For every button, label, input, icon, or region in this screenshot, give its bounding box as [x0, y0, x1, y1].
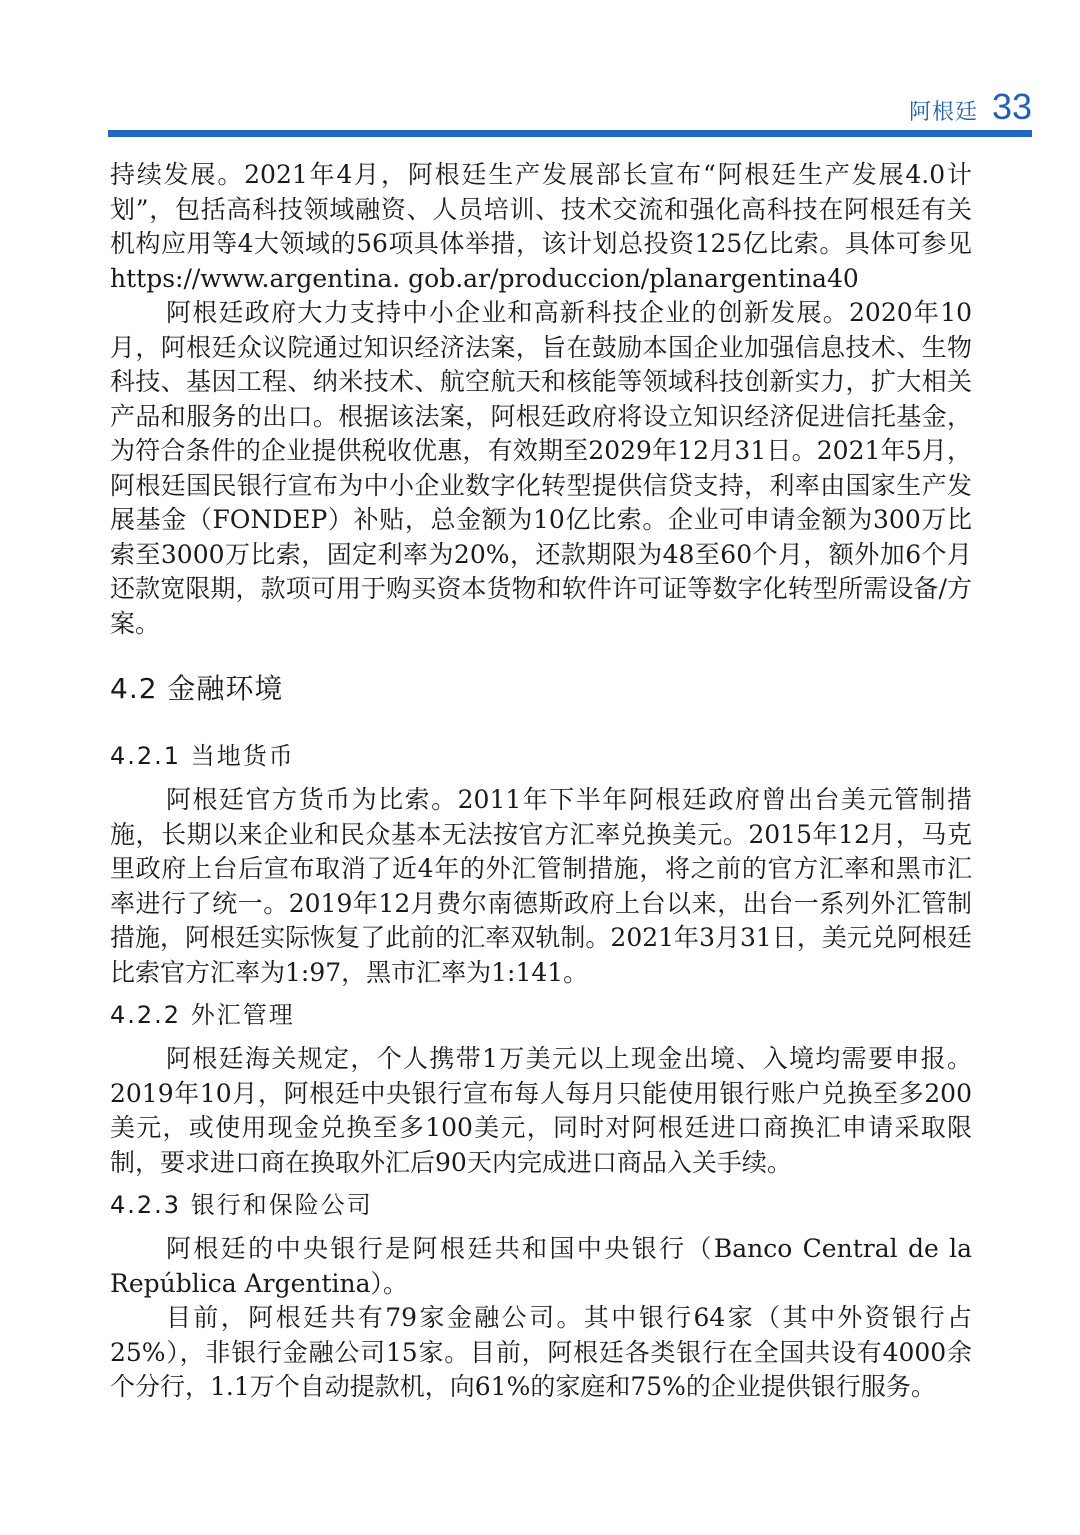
- header-divider: [108, 130, 1032, 137]
- subsection-heading-forex-management: 4.2.2 外汇管理: [110, 1001, 295, 1029]
- running-header: [909, 86, 1032, 128]
- paragraph-local-currency: 阿根廷官方货币为比索。2011年下半年阿根廷政府曾出台美元管制措施，长期以来企业和民众基本无法按官方汇率兑换美元。2015年12月，马克里政府上台后宣布取消了近4年的外汇管制措施，将之前的官方汇率和黑市汇率进行了统一。2019年12月费尔南德斯政府上台以来，出台一系列外汇管制措施，阿根廷实际恢复了此前的汇率双轨制。2021年3月31日，美元兑阿根廷比索官方汇率为1:97，黑市汇率为1:141。: [110, 785, 972, 987]
- section-heading-financial-environment: 4.2 金融环境: [110, 672, 284, 705]
- paragraph-financial-companies: 目前，阿根廷共有79家金融公司。其中银行64家（其中外资银行占25%），非银行金融公司15家。目前，阿根廷各类银行在全国共设有4000余个分行，1.1万个自动提款机，向61%的家庭和75%的企业提供银行服务。: [110, 1303, 972, 1401]
- paragraph-central-bank: 阿根廷的中央银行是阿根廷共和国中央银行（Banco Central de la República Argentina）。: [110, 1234, 972, 1298]
- chapter-title: 阿根廷: [908, 100, 978, 125]
- page-number: 33: [991, 86, 1032, 127]
- paragraph-innovation-support: 阿根廷政府大力支持中小企业和高新科技企业的创新发展。2020年10月，阿根廷众议院通过知识经济法案，旨在鼓励本国企业加强信息技术、生物科技、基因工程、纳米技术、航空航天和核能等领域科技创新实力，扩大相关产品和服务的出口。根据该法案，阿根廷政府将设立知识经济促进信托基金，为符合条件的企业提供税收优惠，有效期至2029年12月31日。2021年5月，阿根廷国民银行宣布为中小企业数字化转型提供信贷支持，利率由国家生产发展基金（FONDEP）补贴，总金额为10亿比索。企业可申请金额为300万比索至3000万比索，固定利率为20%，还款期限为48至60个月，额外加6个月还款宽限期，款项可用于购买资本货物和软件许可证等数字化转型所需设备/方案。: [110, 298, 972, 638]
- subsection-heading-local-currency: 4.2.1 当地货币: [110, 742, 295, 770]
- body-content: [110, 158, 972, 1405]
- paragraph-forex-management: 阿根廷海关规定，个人携带1万美元以上现金出境、入境均需要申报。2019年10月，阿根廷中央银行宣布每人每月只能使用银行账户兑换至多200美元，或使用现金兑换至多100美元，同时对阿根廷进口商换汇申请采取限制，要求进口商在换取外汇后90天内完成进口商品入关手续。: [110, 1044, 972, 1177]
- subsection-heading-banks-insurance: 4.2.3 银行和保险公司: [110, 1191, 373, 1219]
- paragraph-continued: 持续发展。2021年4月，阿根廷生产发展部长宣布“阿根廷生产发展4.0计划”，包括高科技领域融资、人员培训、技术交流和强化高科技在阿根廷有关机构应用等4大领域的56项具体举措，该计划总投资125亿比索。具体可参见https://www.argentina. gob.ar/produccion/planargentina40: [110, 160, 972, 293]
